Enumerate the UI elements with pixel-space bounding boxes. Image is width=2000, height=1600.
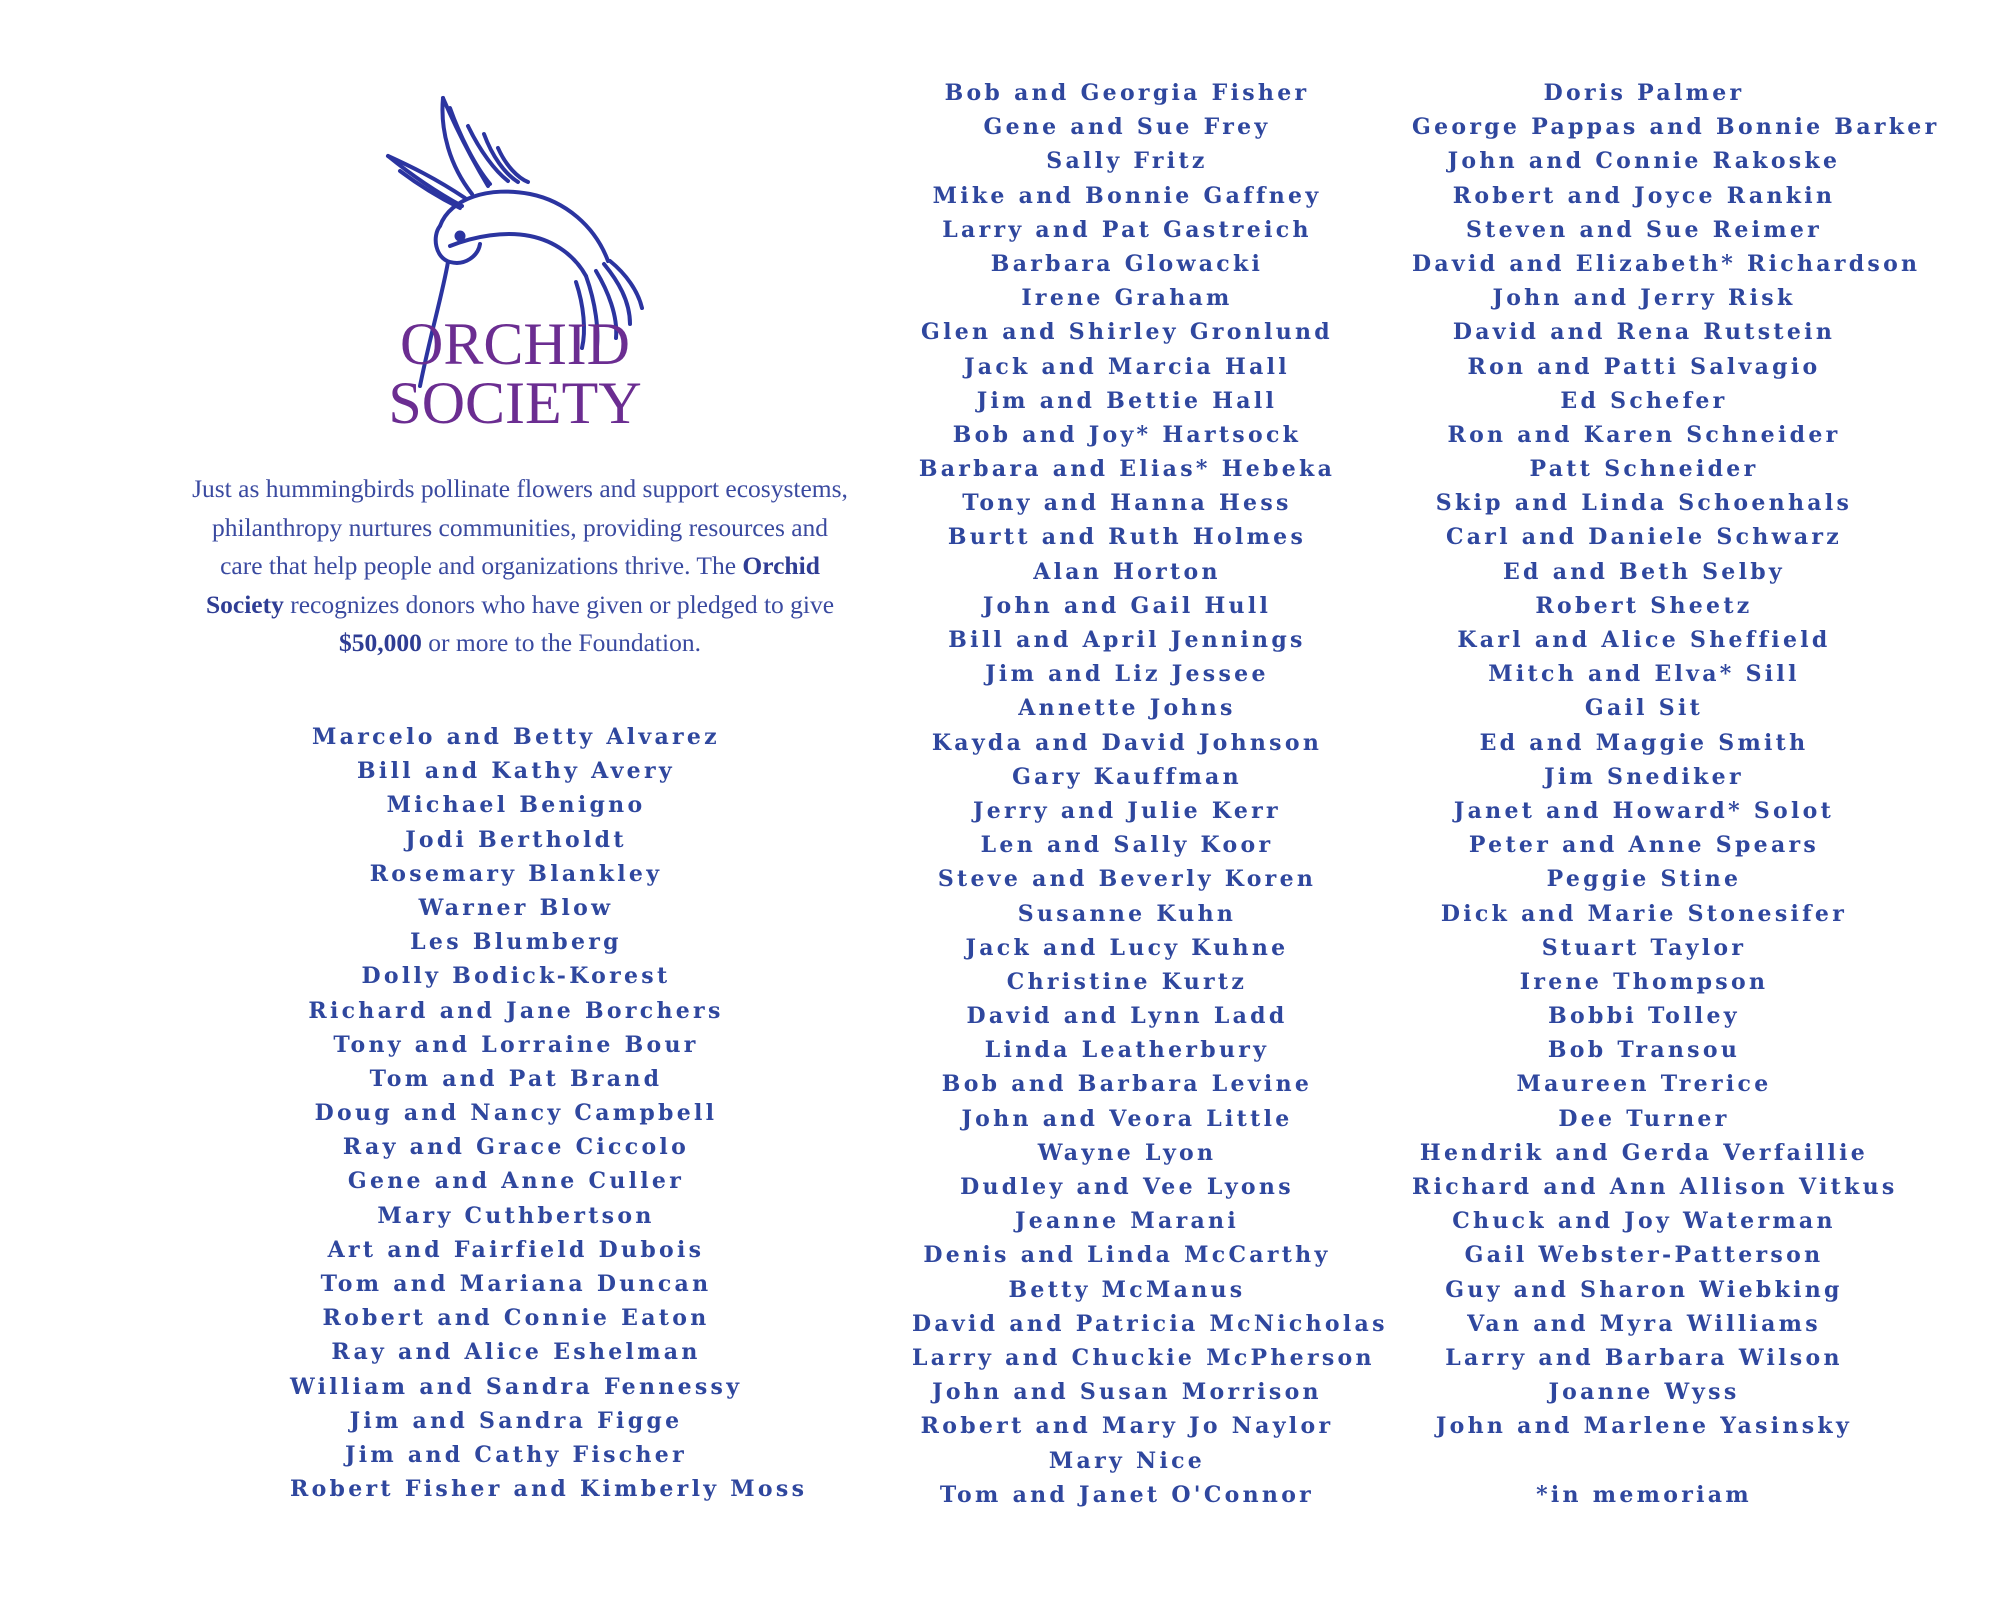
donor-name: Sally Fritz (1046, 148, 1208, 175)
donor-name: Bob and Joy* Hartsock (952, 421, 1302, 448)
donor-name: Mike and Bonnie Gaffney (932, 182, 1322, 209)
donor-name: Dolly Bodick-Korest (361, 963, 671, 990)
donor-name: Robert Fisher and Kimberly Moss (290, 1476, 808, 1503)
donor-name: Richard and Jane Borchers (308, 997, 724, 1024)
donor-name: Betty McManus (1008, 1276, 1246, 1303)
donor-name: Michael Benigno (386, 792, 646, 819)
donor-name: Doug and Nancy Campbell (314, 1100, 718, 1127)
donor-name: Skip and Linda Schoenhals (1435, 490, 1853, 517)
donor-name: Carl and Daniele Schwarz (1445, 524, 1843, 551)
donor-name: Ed and Maggie Smith (1479, 729, 1809, 756)
donor-name: Stuart Taylor (1541, 934, 1747, 961)
donor-name: Gail Sit (1584, 695, 1704, 722)
donor-name: Tom and Mariana Duncan (320, 1271, 712, 1297)
donor-name: Dee Turner (1558, 1105, 1730, 1132)
donor-name: Jack and Marcia Hall (964, 353, 1290, 380)
donor-name: Van and Myra Williams (1467, 1310, 1821, 1337)
donor-name: Ed and Beth Selby (1502, 558, 1786, 585)
donor-name: Ed Schefer (1560, 387, 1728, 414)
donor-name: Robert and Connie Eaton (322, 1305, 710, 1332)
donor-name: Bill and Kathy Avery (357, 758, 675, 785)
donor-name: Jim Snediker (1544, 763, 1744, 790)
donor-name: John and Veora Little (961, 1105, 1293, 1132)
donor-list-left (290, 720, 808, 1506)
donor-name: Annette Johns (1018, 695, 1236, 722)
donor-name: Bob Transou (1547, 1037, 1741, 1064)
society-name: Orchid Society (205, 551, 820, 619)
donor-list-right (1412, 76, 1940, 1444)
donor-name: Doris Palmer (1543, 80, 1745, 106)
donor-name: Chuck and Joy Waterman (1452, 1208, 1836, 1235)
donor-name: Mitch and Elva* Sill (1488, 661, 1800, 688)
donor-name: John and Connie Rakoske (1447, 148, 1841, 175)
donor-name: Tony and Hanna Hess (962, 490, 1292, 517)
donor-name: Denis and Linda McCarthy (923, 1242, 1331, 1269)
donor-name: Jim and Liz Jessee (985, 661, 1269, 688)
intro-part-1: Just as hummingbirds pollinate flowers and support ecosystems, philanthropy nurtures communities, providing resources and care that help people and organizations thrive. The (192, 474, 848, 580)
donor-name: Tony and Lorraine Bour (333, 1031, 699, 1058)
donor-name: Bob and Barbara Levine (941, 1071, 1313, 1098)
in-memoriam-note: *in memoriam (1536, 1481, 1752, 1508)
donation-amount: $50,000 (339, 628, 422, 657)
donor-name: Karl and Alice Sheffield (1457, 627, 1831, 653)
donor-name: Larry and Chuckie McPherson (912, 1344, 1375, 1371)
donor-name: Warner Blow (418, 894, 614, 921)
donor-name: Jim and Sandra Figge (349, 1407, 683, 1434)
donor-name: Barbara and Elias* Hebeka (918, 456, 1336, 483)
donor-name: Kayda and David Johnson (931, 729, 1323, 756)
donor-name: Jeanne Marani (1014, 1208, 1239, 1235)
donor-name: Glen and Shirley Gronlund (921, 319, 1333, 346)
donor-name: Maureen Trerice (1516, 1071, 1772, 1098)
donor-name: William and Sandra Fennessy (290, 1373, 743, 1400)
donor-name: Mary Cuthbertson (377, 1202, 655, 1229)
donor-name: Wayne Lyon (1037, 1139, 1217, 1166)
donor-name: Jerry and Julie Kerr (973, 797, 1281, 824)
donor-name: Larry and Pat Gastreich (942, 216, 1312, 243)
donor-name: David and Lynn Ladd (966, 1003, 1288, 1030)
donor-name: Gene and Anne Culler (347, 1168, 685, 1195)
donor-name: Gene and Sue Frey (983, 114, 1271, 141)
donor-name: Gail Webster-Patterson (1464, 1242, 1824, 1269)
donor-name: David and Elizabeth* Richardson (1412, 250, 1921, 277)
donor-name: Alan Horton (1033, 558, 1221, 585)
donor-name: Dick and Marie Stonesifer (1440, 900, 1848, 927)
donor-name: Larry and Barbara Wilson (1445, 1344, 1843, 1371)
donor-name: Dudley and Vee Lyons (960, 1174, 1294, 1200)
donor-name: John and Jerry Risk (1492, 285, 1796, 312)
donor-name: Peggie Stine (1546, 866, 1742, 893)
donor-name: Robert and Joyce Rankin (1452, 182, 1836, 209)
donor-name: David and Rena Rutstein (1452, 319, 1836, 346)
donor-name: Rosemary Blankley (369, 860, 663, 887)
donor-name: Mary Nice (1048, 1447, 1206, 1474)
donor-name: Ron and Patti Salvagio (1467, 353, 1821, 380)
donor-list-middle (912, 76, 1388, 1512)
donor-name: Guy and Sharon Wiebking (1445, 1276, 1843, 1303)
donor-name: Bobbi Tolley (1548, 1003, 1740, 1030)
donor-name: Peter and Anne Spears (1468, 832, 1820, 859)
donor-name: Len and Sally Koor (980, 832, 1274, 859)
donor-name: Joanne Wyss (1548, 1379, 1740, 1406)
donor-name: Ray and Alice Eshelman (331, 1339, 701, 1366)
donor-name: Bill and April Jennings (948, 627, 1306, 653)
donor-name: Robert Sheetz (1535, 592, 1753, 619)
donor-name: Bob and Georgia Fisher (944, 80, 1310, 106)
donor-name: Barbara Glowacki (990, 250, 1264, 277)
donor-name: Gary Kauffman (1012, 763, 1242, 790)
donor-name: Patt Schneider (1529, 456, 1759, 483)
donor-name: John and Gail Hull (982, 592, 1272, 619)
donor-name: Tom and Pat Brand (369, 1065, 663, 1092)
donor-name: Steve and Beverly Koren (937, 866, 1317, 893)
donor-name: Irene Thompson (1519, 968, 1769, 995)
donor-name: Ray and Grace Ciccolo (342, 1134, 690, 1161)
donor-name: Burtt and Ruth Holmes (947, 524, 1307, 551)
donor-name: George Pappas and Bonnie Barker (1412, 114, 1940, 141)
intro-paragraph (190, 470, 850, 663)
donor-name: Marcelo and Betty Alvarez (312, 724, 720, 750)
donor-name: Jodi Bertholdt (405, 826, 627, 853)
donor-name: David and Patricia McNicholas (912, 1310, 1388, 1337)
donor-name: Christine Kurtz (1006, 968, 1248, 995)
orchid-society-logo (380, 86, 650, 431)
logo-line-1: ORCHID (399, 311, 631, 377)
donor-name: Irene Graham (1021, 285, 1233, 312)
donor-name: Steven and Sue Reimer (1465, 216, 1823, 243)
donor-column-middle (912, 76, 1388, 1512)
intro-part-2: recognizes donors who have given or pledged to give (283, 589, 835, 619)
logo-line-2: SOCIETY (388, 370, 642, 431)
hummingbird-icon (380, 86, 650, 431)
donor-name: Hendrik and Gerda Verfaillie (1419, 1139, 1869, 1166)
donor-name: Jack and Lucy Kuhne (965, 934, 1289, 961)
donor-column-right (1412, 76, 1940, 1512)
intro-part-3: or more to the Foundation. (421, 628, 701, 657)
donor-name: John and Marlene Yasinsky (1435, 1413, 1853, 1440)
donor-name: Linda Leatherbury (984, 1037, 1270, 1064)
donor-name: Susanne Kuhn (1017, 900, 1237, 927)
donor-name: Janet and Howard* Solot (1453, 797, 1835, 824)
donor-name: Robert and Mary Jo Naylor (920, 1413, 1334, 1440)
donor-name: Tom and Janet O'Connor (939, 1481, 1315, 1508)
donor-name: Jim and Cathy Fischer (344, 1441, 687, 1468)
donor-name: Les Blumberg (410, 929, 622, 956)
donor-name: Art and Fairfield Dubois (327, 1236, 705, 1263)
donor-name: Richard and Ann Allison Vitkus (1412, 1174, 1898, 1200)
donor-name: Jim and Bettie Hall (976, 387, 1278, 414)
donor-name: Ron and Karen Schneider (1447, 421, 1841, 448)
donor-name: John and Susan Morrison (932, 1379, 1322, 1406)
